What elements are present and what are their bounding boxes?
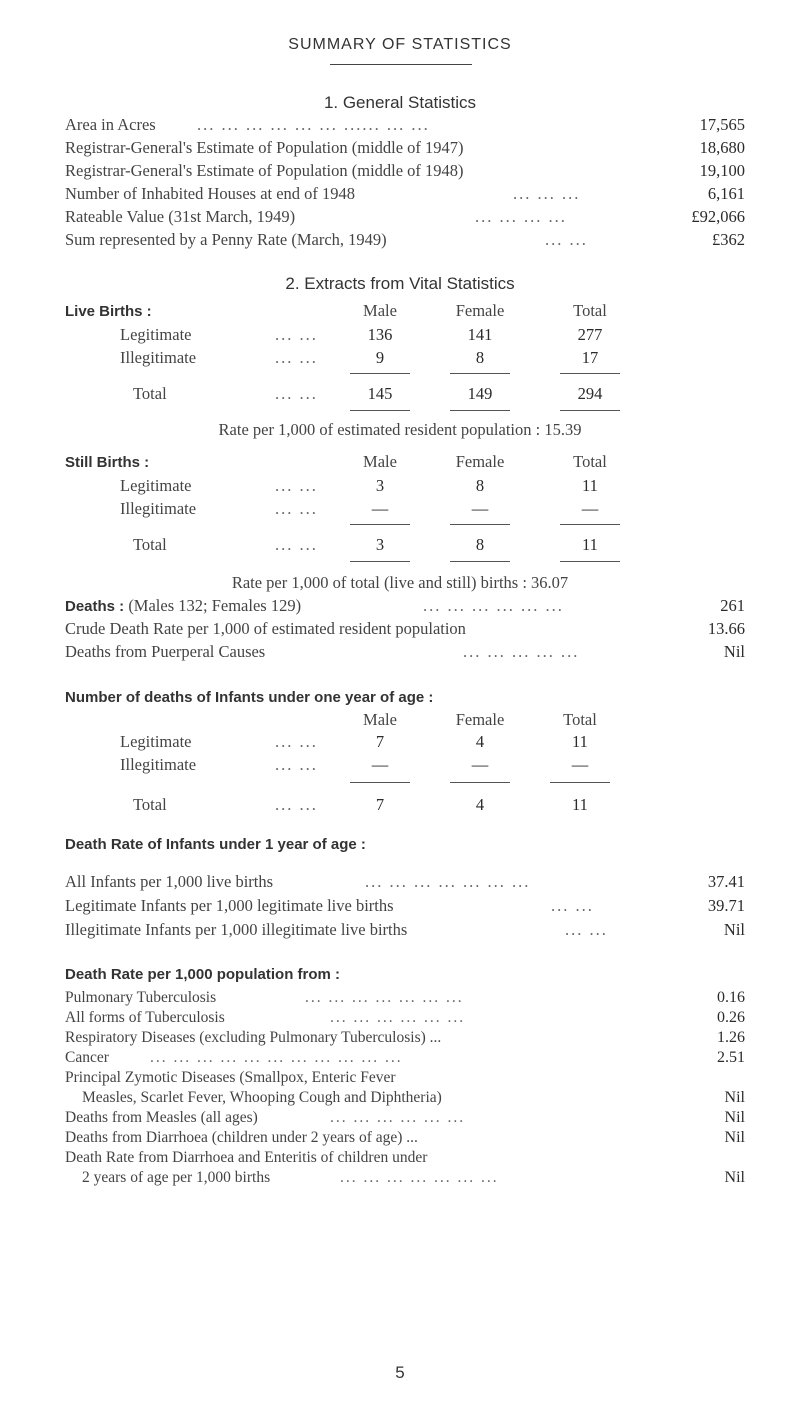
cell-male: 145: [367, 384, 393, 403]
row-label: Sum represented by a Penny Rate (March, 1949): [65, 230, 387, 249]
page-number: 5: [395, 1363, 405, 1382]
infant-rate-row: [65, 895, 745, 917]
sum-line: [560, 561, 620, 562]
cell-female: 149: [467, 384, 493, 403]
cause-label: All forms of Tuberculosis: [65, 1009, 225, 1026]
row-label: Total: [133, 535, 167, 554]
sum-line: [560, 524, 620, 525]
general-row: [65, 206, 745, 228]
general-row: [65, 160, 745, 182]
table-row: [0, 498, 800, 520]
leader-dots: ... ... ... ... ... ... ...: [340, 1169, 499, 1186]
row-label: Number of Inhabited Houses at end of 1948: [65, 184, 356, 203]
row-label: Illegitimate: [120, 348, 197, 367]
row-label: Legitimate: [120, 325, 192, 344]
cell-male: 3: [375, 476, 385, 495]
column-header-male: Male: [363, 301, 397, 320]
row-label: Total: [133, 384, 167, 403]
puerperal-deaths-row: [65, 641, 745, 663]
cell-total: 17: [581, 348, 599, 367]
table-row: [0, 754, 800, 776]
row-value: 13.66: [707, 619, 745, 638]
leader-dots: ... ...: [275, 535, 318, 554]
cause-label: Deaths from Measles (all ages): [65, 1109, 258, 1126]
cause-value: 1.26: [717, 1029, 745, 1046]
row-value: 17,565: [699, 115, 745, 134]
cause-label: Pulmonary Tuberculosis: [65, 989, 217, 1006]
cause-value: Nil: [724, 1109, 745, 1126]
row-label: Illegitimate Infants per 1,000 illegitimate live births: [65, 920, 408, 939]
cell-female: 4: [475, 795, 485, 814]
still-birth-rate: Rate per 1,000 of total (live and still) births : 36.07: [231, 573, 569, 592]
row-label: All Infants per 1,000 live births: [65, 872, 274, 891]
leader-dots: ... ... ... ... ... ...: [330, 1109, 466, 1126]
row-label: Deaths from Puerperal Causes: [65, 642, 266, 661]
cause-value: Nil: [724, 1169, 745, 1186]
column-header-female: Female: [455, 301, 505, 320]
live-births-label: Live Births :: [65, 303, 152, 320]
cell-male: —: [371, 499, 389, 518]
sum-line: [450, 561, 510, 562]
cause-label: Death Rate from Diarrhoea and Enteritis of children under: [65, 1149, 428, 1166]
cell-total: 277: [577, 325, 603, 344]
row-value: £362: [712, 230, 745, 249]
table-row: [0, 731, 800, 753]
leader-dots: ... ... ... ... ... ... ...: [365, 872, 531, 891]
row-value: 39.71: [707, 896, 745, 915]
row-label: Crude Death Rate per 1,000 of estimated resident population: [65, 619, 466, 638]
page-title: SUMMARY OF STATISTICS: [288, 36, 512, 53]
row-label: Illegitimate: [120, 499, 197, 518]
row-label: Registrar-General's Estimate of Population (middle of 1947): [65, 138, 464, 157]
table-row: [0, 383, 800, 405]
cause-label: 2 years of age per 1,000 births: [82, 1169, 271, 1186]
sum-line: [350, 524, 410, 525]
leader-dots: ... ...: [275, 732, 318, 751]
general-row: [65, 229, 745, 251]
leader-dots: ... ...: [545, 230, 588, 249]
infant-death-rate-label: Death Rate of Infants under 1 year of age :: [65, 836, 366, 853]
cell-female: 8: [475, 476, 485, 495]
sum-line: [560, 410, 620, 411]
table-row: [0, 794, 800, 816]
leader-dots: ... ... ... ... ... ... ... ... ... ... ...: [150, 1049, 403, 1066]
live-birth-rate: Rate per 1,000 of estimated resident population : 15.39: [218, 420, 582, 439]
cause-label: Respiratory Diseases (excluding Pulmonary Tuberculosis) ...: [65, 1029, 442, 1046]
cell-male: 7: [375, 795, 385, 814]
deaths-label: Deaths :: [65, 598, 125, 615]
sum-line: [450, 410, 510, 411]
crude-death-rate-row: [65, 618, 745, 640]
leader-dots: ... ... ... ...: [475, 207, 567, 226]
leader-dots: ... ... ... ... ...: [463, 642, 580, 661]
cause-label: Cancer: [65, 1049, 109, 1066]
column-header-total: Total: [563, 710, 597, 729]
general-row: [65, 183, 745, 205]
cause-value: Nil: [724, 1089, 745, 1106]
sum-line: [350, 561, 410, 562]
row-value: £92,066: [691, 207, 745, 226]
general-row: [65, 137, 745, 159]
cell-female: 8: [475, 348, 485, 367]
general-statistics-heading: 1. General Statistics: [323, 93, 477, 112]
sum-line: [350, 373, 410, 374]
sum-line: [450, 524, 510, 525]
cell-female: —: [471, 755, 489, 774]
row-label: Total: [133, 795, 167, 814]
cell-total: 11: [582, 535, 598, 554]
table-row: [0, 475, 800, 497]
cause-label: Deaths from Diarrhoea (children under 2 years of age) ...: [65, 1129, 418, 1146]
row-label: Illegitimate: [120, 755, 197, 774]
cell-male: —: [371, 755, 389, 774]
column-header-male: Male: [363, 452, 397, 471]
infant-rate-row: [65, 871, 745, 893]
sum-line: [350, 782, 410, 783]
cause-value: 2.51: [717, 1049, 745, 1066]
still-births-label: Still Births :: [65, 454, 150, 471]
leader-dots: ... ... ... ... ... ... ...... ... ...: [197, 115, 430, 134]
leader-dots: ... ...: [275, 384, 318, 403]
leader-dots: ... ... ... ... ... ...: [423, 596, 564, 615]
row-label: Legitimate: [120, 476, 192, 495]
deaths-detail: (Males 132; Females 129): [128, 596, 302, 615]
row-label: Legitimate: [120, 732, 192, 751]
cause-label: Measles, Scarlet Fever, Whooping Cough and Diphtheria): [82, 1089, 442, 1106]
deaths-label-group: [65, 595, 301, 618]
cell-total: 11: [572, 795, 588, 814]
death-rate-from-label: Death Rate per 1,000 population from :: [65, 966, 341, 983]
table-row: [0, 347, 800, 369]
row-value: Nil: [723, 920, 745, 939]
cell-female: 8: [475, 535, 485, 554]
table-row: [0, 534, 800, 556]
leader-dots: ... ...: [565, 920, 608, 939]
cell-male: 136: [367, 325, 393, 344]
cause-label: Principal Zymotic Diseases (Smallpox, Enteric Fever: [65, 1069, 396, 1086]
leader-dots: ... ...: [275, 476, 318, 495]
leader-dots: ... ...: [551, 896, 594, 915]
sum-line: [550, 782, 610, 783]
cause-value: 0.26: [717, 1009, 745, 1026]
deaths-row: [65, 595, 745, 617]
row-value: 37.41: [707, 872, 745, 891]
cause-value: Nil: [724, 1129, 745, 1146]
sum-line: [450, 782, 510, 783]
row-value: Nil: [723, 642, 745, 661]
cell-total: —: [581, 499, 599, 518]
column-header-female: Female: [455, 452, 505, 471]
leader-dots: ... ...: [275, 499, 318, 518]
cell-total: 11: [572, 732, 588, 751]
row-label: Registrar-General's Estimate of Population (middle of 1948): [65, 161, 464, 180]
column-header-female: Female: [455, 710, 505, 729]
leader-dots: ... ...: [275, 755, 318, 774]
cause-value: 0.16: [717, 989, 745, 1006]
row-label: Legitimate Infants per 1,000 legitimate live births: [65, 896, 394, 915]
sum-line: [450, 373, 510, 374]
leader-dots: ... ... ...: [513, 184, 581, 203]
row-label: Area in Acres: [65, 115, 156, 134]
infant-deaths-label: Number of deaths of Infants under one year of age :: [65, 689, 434, 706]
cell-male: 9: [375, 348, 385, 367]
row-label: Rateable Value (31st March, 1949): [65, 207, 296, 226]
deaths-value: 261: [720, 596, 745, 615]
column-header-total: Total: [573, 452, 607, 471]
sum-line: [350, 410, 410, 411]
cell-total: 294: [577, 384, 603, 403]
cell-female: —: [471, 499, 489, 518]
row-value: 19,100: [699, 161, 745, 180]
leader-dots: ... ... ... ... ... ...: [330, 1009, 466, 1026]
cell-male: 3: [375, 535, 385, 554]
column-header-male: Male: [363, 710, 397, 729]
leader-dots: ... ...: [275, 325, 318, 344]
leader-dots: ... ...: [275, 795, 318, 814]
column-header-total: Total: [573, 301, 607, 320]
row-value: 18,680: [699, 138, 745, 157]
leader-dots: ... ... ... ... ... ... ...: [305, 989, 464, 1006]
infant-rate-row: [65, 919, 745, 941]
general-row: [65, 114, 745, 136]
leader-dots: ... ...: [275, 348, 318, 367]
cell-total: 11: [582, 476, 598, 495]
title-underline: [330, 64, 472, 65]
cell-total: —: [571, 755, 589, 774]
vital-statistics-heading: 2. Extracts from Vital Statistics: [285, 274, 515, 293]
table-row: [0, 324, 800, 346]
cell-male: 7: [375, 732, 385, 751]
cell-female: 4: [475, 732, 485, 751]
sum-line: [560, 373, 620, 374]
row-value: 6,161: [707, 184, 745, 203]
cell-female: 141: [467, 325, 493, 344]
